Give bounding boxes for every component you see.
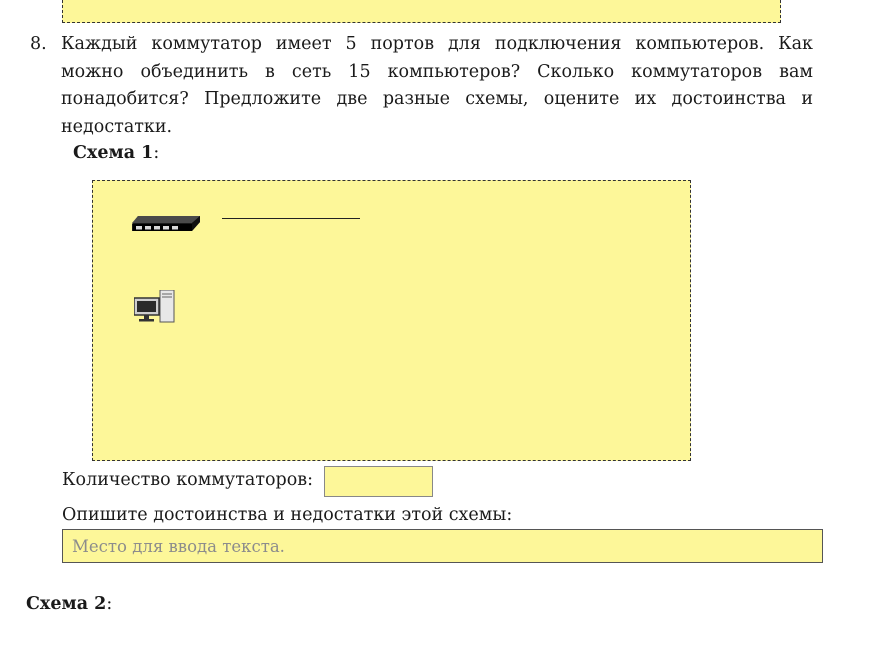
connection-line[interactable]: [222, 218, 360, 219]
switch-count-label: Количество коммутаторов:: [62, 470, 314, 490]
previous-scheme-canvas[interactable]: [62, 0, 781, 23]
scheme-1-heading: Схема 1:: [73, 143, 160, 163]
scheme-1-title: Схема 1: [73, 143, 154, 163]
scheme-2-title: Схема 2: [26, 594, 107, 614]
task-text: Каждый коммутатор имеет 5 портов для подключения компьютеров. Как можно объединить в сеть 15 компьютеров? Сколько коммутаторов вам понадобится? Предложите две разные схемы, оцените их достоинства и недостатки.: [61, 34, 813, 137]
scheme-2-heading: Схема 2:: [26, 594, 113, 614]
switch-count-input[interactable]: [324, 466, 433, 497]
task-number: 8.: [30, 34, 47, 54]
scheme-1-canvas[interactable]: [92, 180, 691, 461]
task-8: [30, 31, 813, 141]
pros-cons-input[interactable]: [62, 529, 823, 563]
desktop-computer-icon[interactable]: [134, 290, 176, 328]
describe-label: Опишите достоинства и недостатки этой схемы:: [62, 505, 513, 525]
network-switch-icon[interactable]: [130, 212, 202, 238]
